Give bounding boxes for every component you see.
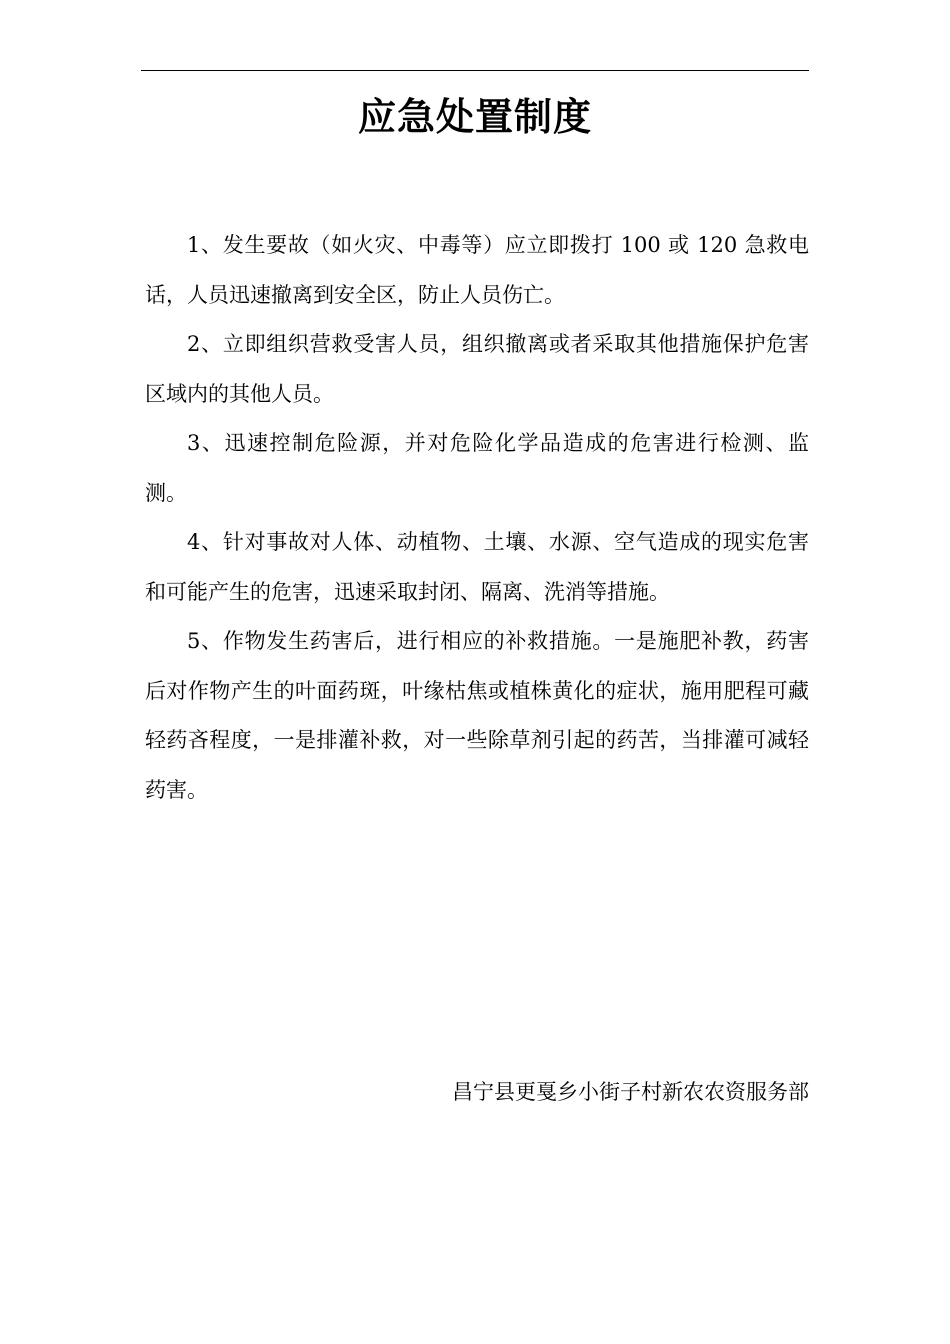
- paragraph-1: 1、发生要故（如火灾、中毒等）应立即拨打 100 或 120 急救电话，人员迅速撤离到安全区，防止人员伤亡。: [145, 233, 809, 307]
- paragraph-3: 3、迅速控制危险源，并对危险化学品造成的危害进行检测、监测。: [145, 431, 809, 505]
- paragraph-4: 4、针对事故对人体、动植物、土壤、水源、空气造成的现实危害和可能产生的危害，迅速采取封闭、隔离、洗消等措施。: [145, 530, 809, 604]
- document-title: 应急处置制度: [357, 95, 592, 139]
- paragraph-5: 5、作物发生药害后，进行相应的补救措施。一是施肥补教，药害后对作物产生的叶面药斑，叶缘枯焦或植株黄化的症状，施用肥程可藏轻药吝程度，一是排灌补救，对一些除草剂引起的药苦，当排灌可减轻药害。: [145, 629, 809, 802]
- header-divider: [141, 70, 809, 71]
- organization-name: 昌宁县更戛乡小街子村新农农资服务部: [452, 1080, 809, 1104]
- paragraph-2: 2、立即组织营救受害人员，组织撤离或者采取其他措施保护危害区域内的其他人员。: [145, 332, 809, 406]
- document-body: [145, 221, 809, 815]
